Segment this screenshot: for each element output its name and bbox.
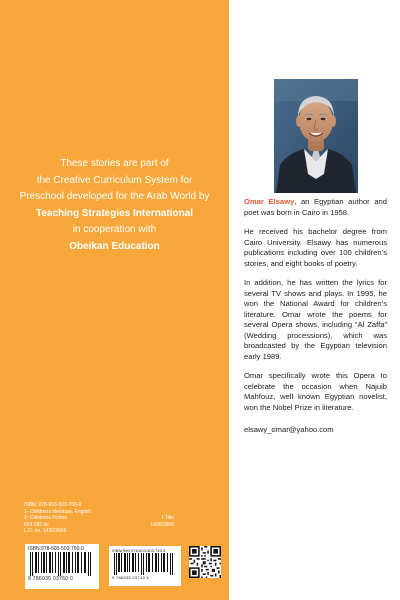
biblio-title-note: I-Title — [161, 515, 174, 521]
biblio-subject-1: 1- Childrens literature, English — [24, 508, 91, 515]
biblio-isbn: ISBN: 978-603-503-760-0 — [24, 502, 82, 508]
author-photo — [274, 79, 358, 193]
barcode-bars-icon — [112, 553, 176, 575]
author-portrait-image — [274, 79, 358, 193]
set-barcode-digits: 9 786035 03749 5 — [112, 575, 150, 580]
blurb-organization-2: Obeikan Education — [69, 240, 160, 252]
bio-paragraph-awards: In addition, he has written the lyrics for several TV shows and plays. In 1995, he won the National Award for children’s literature. Omar wrote the poems for several Opera shows, including “Al Zaffa” (Wedding processions), which was broadcasted by the Egyptian television early 1989. — [244, 278, 387, 361]
biblio-subject-2: 2- Childrens Fiction — [24, 515, 68, 521]
isbn-barcode-digits: 9 786035 03760 0 — [28, 576, 74, 582]
author-email: elsawy_omar@yahoo.com — [244, 425, 334, 434]
isbn-barcode — [25, 544, 99, 589]
blurb-line-2: the Creative Curriculum System for — [36, 174, 193, 186]
author-biography — [244, 197, 387, 436]
bio-paragraph-opera: Omar specifically wrote this Opera to celebrate the occasion when Najuib Mahfouz, well known Egyptian novelist, won the Nobel Prize in literature. — [244, 371, 387, 412]
blurb-line-3: Preschool developed for the Arab World by — [19, 191, 210, 202]
series-blurb — [0, 156, 229, 255]
biblio-dewey: 823.092 dc — [24, 521, 49, 528]
set-barcode-label: ISBN(Set):978-603-503-749-5 — [112, 548, 166, 553]
bio-intro — [244, 197, 387, 218]
barcode-bars-icon — [28, 552, 94, 576]
bibliographic-info — [24, 502, 174, 535]
bio-paragraph-education: He received his bachelor degree from Cairo University. Elsawy has numerous publications including over 100 children’s stories, and eight books of poetry. — [244, 227, 387, 268]
set-isbn-barcode — [109, 546, 181, 586]
isbn-barcode-label: ISBN:978-603-503-760-0 — [28, 546, 84, 552]
qr-code-icon — [189, 546, 221, 578]
blurb-line-1: These stories are part of — [60, 158, 169, 169]
bio-intro-text: , an Egyptian author and poet was born in Cairo in 1958. — [244, 197, 388, 217]
blurb-line-4: in cooperation with — [72, 224, 157, 235]
biblio-dewey-number: 1436/3666 — [150, 521, 174, 528]
author-name: Omar Elsawy — [244, 197, 295, 206]
blurb-organization-1: Teaching Strategies International — [35, 207, 194, 219]
biblio-legal-deposit: L.D. no. 1436/3666 — [24, 528, 67, 534]
